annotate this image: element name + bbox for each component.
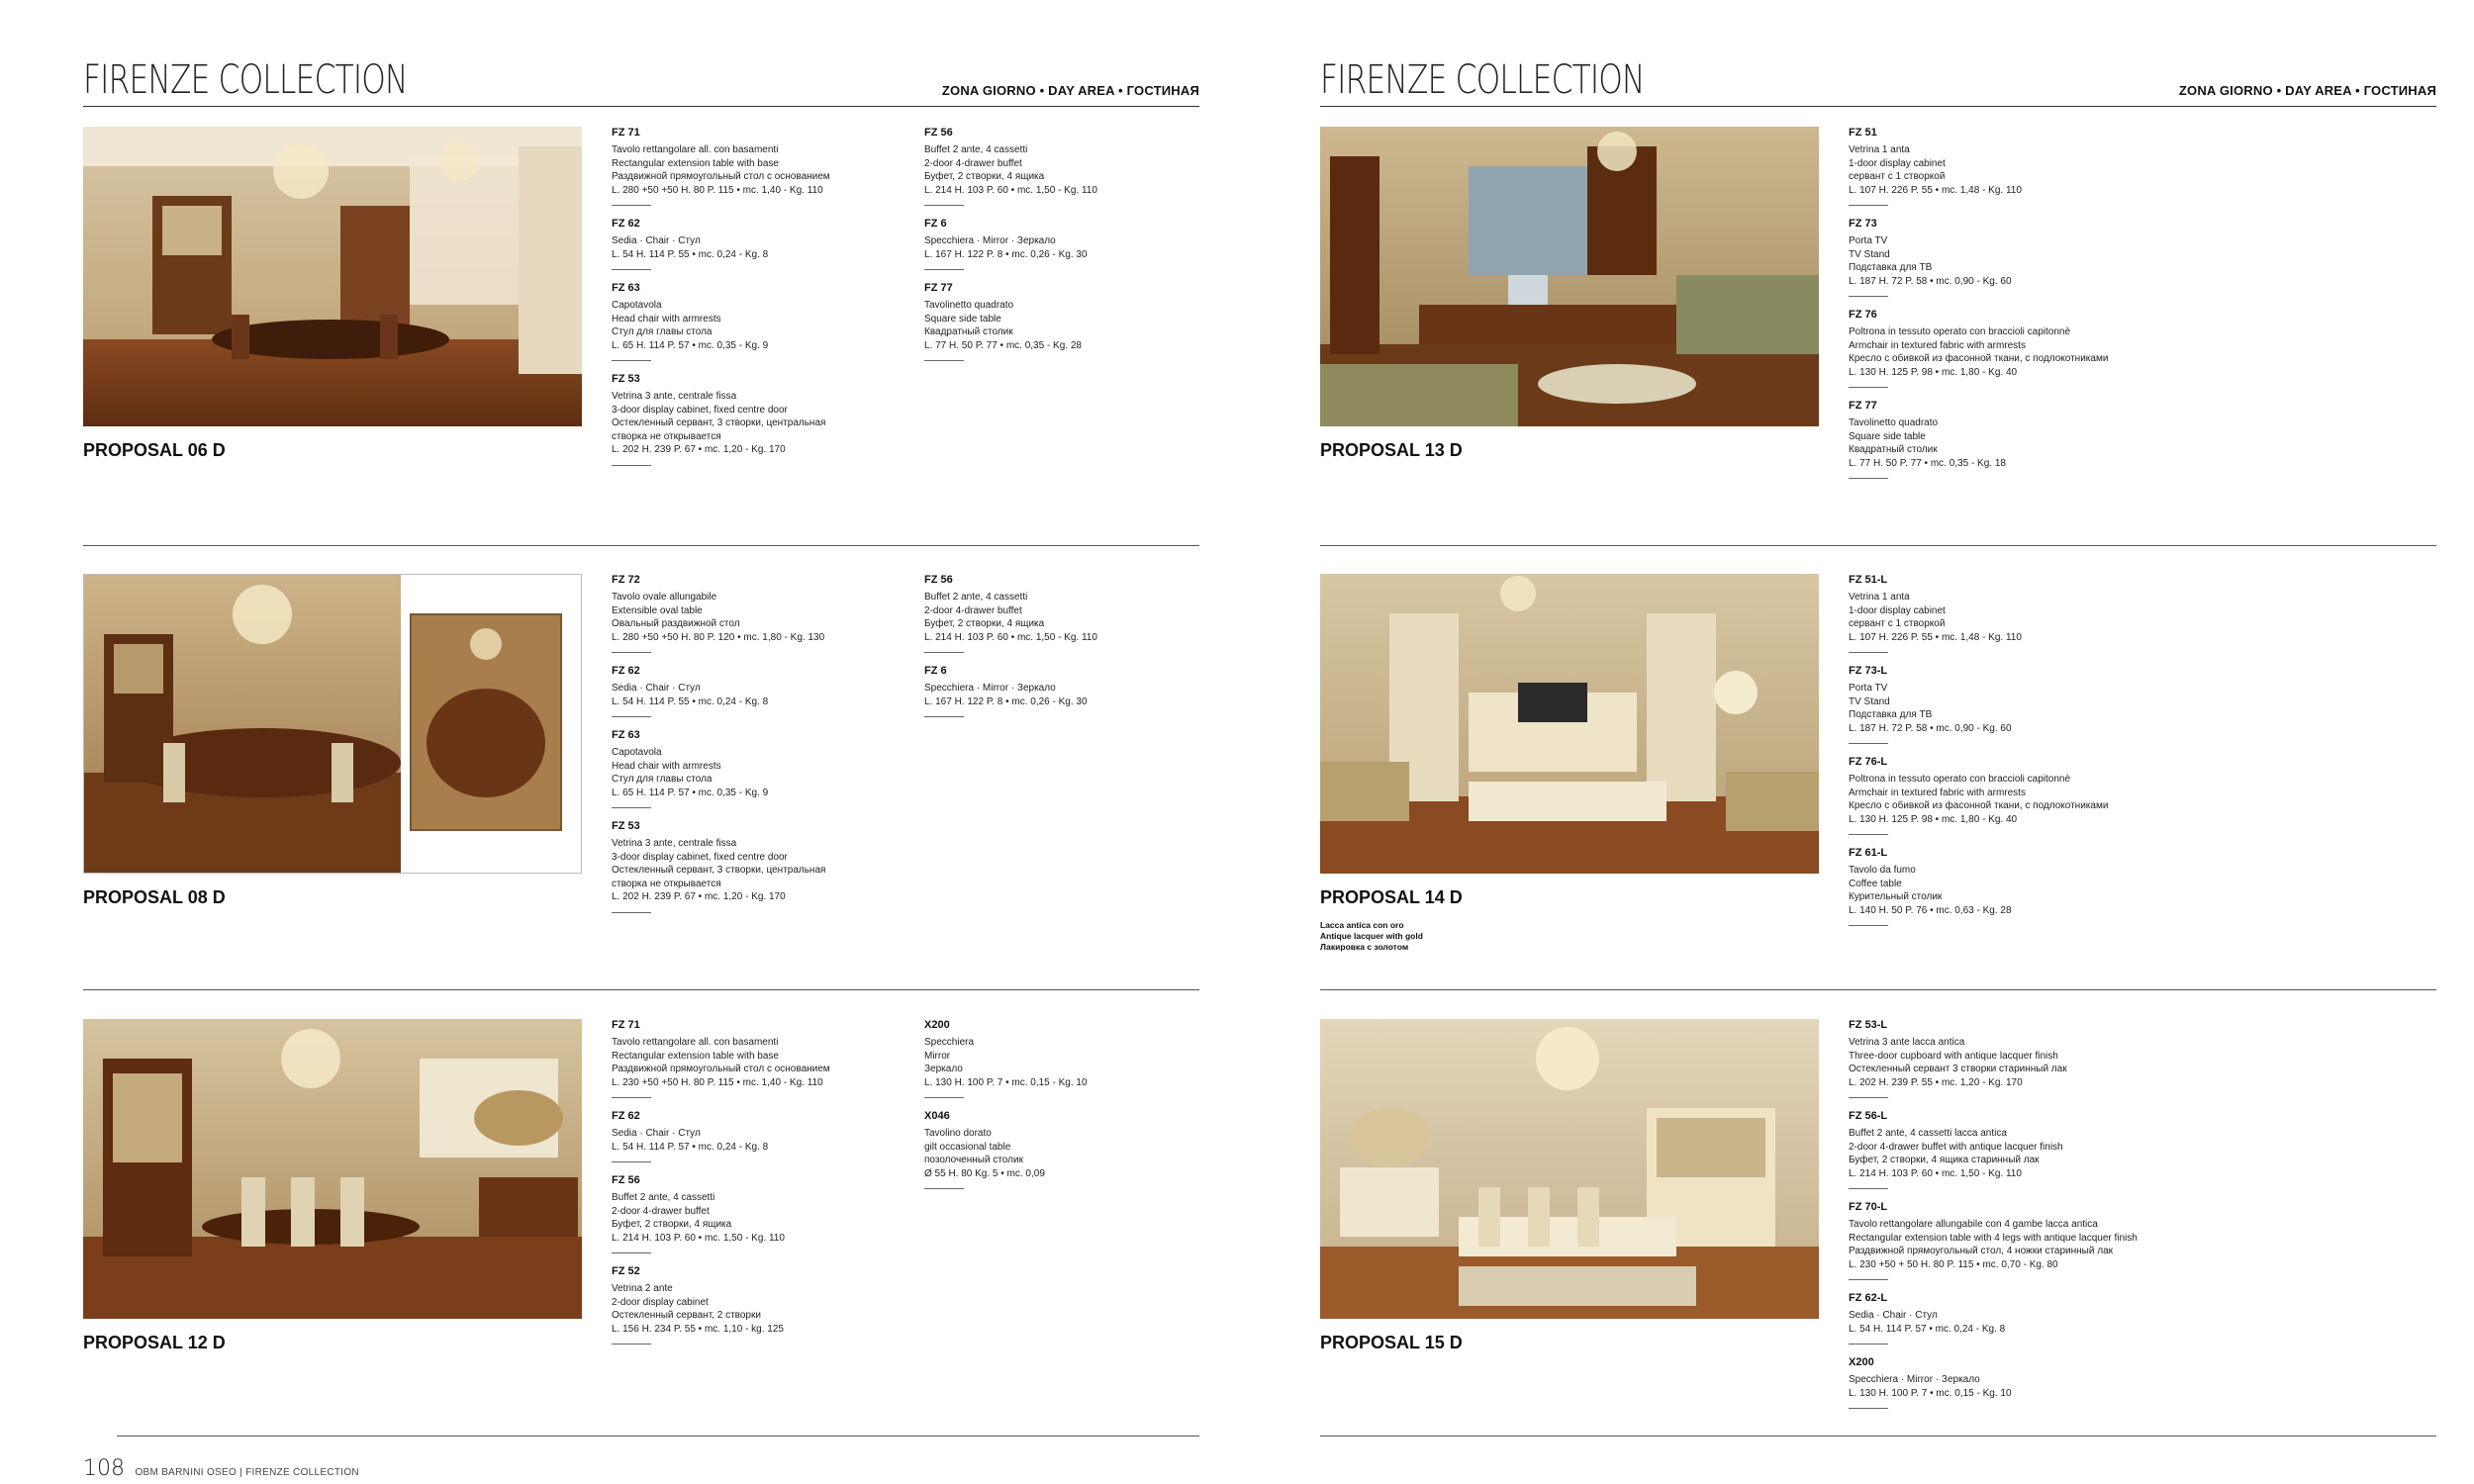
item-code: FZ 62 xyxy=(612,665,640,677)
item-code: FZ 52 xyxy=(612,1265,640,1277)
spec-item xyxy=(1849,665,2155,744)
item-line: 2-door 4-drawer buffet xyxy=(924,157,1022,169)
item-line: Vetrina 1 anta xyxy=(1849,592,1910,603)
item-line: Buffet 2 ante, 4 cassetti xyxy=(612,1192,715,1203)
finish-line: Лакировка с золотом xyxy=(1320,942,1409,952)
item-line: 2-door 4-drawer buffet with antique lacquer finish xyxy=(1849,1141,2063,1153)
item-code: FZ 77 xyxy=(1849,400,1877,412)
spec-item xyxy=(1849,400,2155,479)
item-divider xyxy=(612,1161,651,1162)
area-label: ZONA GIORNO • DAY AREA • ГОСТИНАЯ xyxy=(2178,83,2436,98)
spec-item xyxy=(1849,1356,2155,1409)
item-line: Specchiera xyxy=(924,1037,975,1048)
item-line: Buffet 2 ante, 4 cassetti xyxy=(924,592,1028,603)
item-line: Armchair in textured fabric with armrests xyxy=(1849,339,2026,351)
item-line: Poltrona in tessuto operato con braccioli capitonnè xyxy=(1849,774,2071,785)
footer-rule xyxy=(117,1436,1199,1437)
room-photo xyxy=(1320,127,1819,426)
spec-item xyxy=(924,282,1231,361)
spec-column xyxy=(924,574,1231,729)
item-code: FZ 63 xyxy=(612,729,640,741)
item-code: FZ 73 xyxy=(1849,218,1877,230)
item-line: Vetrina 2 ante xyxy=(612,1283,673,1294)
item-line: L. 107 H. 226 P. 55 • mc. 1,48 - Kg. 110 xyxy=(1849,184,2022,196)
proposal-block xyxy=(83,574,1199,989)
item-code: X200 xyxy=(1849,1356,1874,1368)
item-divider xyxy=(924,205,964,206)
item-line: Capotavola xyxy=(612,300,662,311)
item-line: Ø 55 H. 80 Kg. 5 • mc. 0,09 xyxy=(924,1167,1045,1179)
item-line: Poltrona in tessuto operato con braccioli capitonnè xyxy=(1849,326,2071,337)
item-line: Sedia · Chair · Стул xyxy=(612,683,701,694)
item-code: FZ 73-L xyxy=(1849,665,1888,677)
item-line: 2-door display cabinet xyxy=(612,1296,709,1308)
proposal-block xyxy=(1320,1019,2436,1435)
spec-item xyxy=(924,1110,1231,1189)
item-line: Capotavola xyxy=(612,747,662,758)
item-line: L. 107 H. 226 P. 55 • mc. 1,48 - Kg. 110 xyxy=(1849,631,2022,643)
area-label: ZONA GIORNO • DAY AREA • ГОСТИНАЯ xyxy=(941,83,1199,98)
item-code: FZ 62-L xyxy=(1849,1292,1888,1304)
item-line: Rectangular extension table with base xyxy=(612,157,779,169)
item-line: 3-door display cabinet, fixed centre door xyxy=(612,404,788,416)
item-line: L. 130 H. 100 P. 7 • mc. 0,15 - Kg. 10 xyxy=(924,1076,1088,1088)
item-line: Раздвижной прямоугольный стол с основанием xyxy=(612,171,830,182)
item-code: FZ 53 xyxy=(612,820,640,832)
item-line: Tavolino dorato xyxy=(924,1128,992,1139)
proposal-block xyxy=(1320,127,2436,542)
spec-item xyxy=(612,373,918,466)
proposal-block xyxy=(83,1019,1199,1435)
right-page xyxy=(1237,0,2474,1484)
item-line: Квадратный столик xyxy=(1849,444,1938,455)
finish-note xyxy=(1320,920,1423,953)
spec-item xyxy=(924,218,1231,270)
item-line: L. 167 H. 122 P. 8 • mc. 0,26 - Kg. 30 xyxy=(924,248,1088,260)
item-line: 2-door 4-drawer buffet xyxy=(924,604,1022,616)
item-divider xyxy=(1849,1344,1888,1345)
spec-item xyxy=(1849,1110,2155,1189)
item-line: Подставка для ТВ xyxy=(1849,262,1933,273)
dining-room-photo xyxy=(84,575,582,874)
item-code: FZ 71 xyxy=(612,127,640,139)
item-divider xyxy=(612,1252,651,1253)
item-divider xyxy=(1849,1188,1888,1189)
item-code: FZ 63 xyxy=(612,282,640,294)
item-line: TV Stand xyxy=(1849,248,1890,260)
section-divider xyxy=(1320,545,2436,546)
proposal-title: PROPOSAL 13 D xyxy=(1320,440,1463,460)
item-line: Раздвижной прямоугольный стол с основанием xyxy=(612,1064,830,1074)
item-divider xyxy=(1849,1279,1888,1280)
spec-item xyxy=(612,1265,918,1345)
item-line: L. 65 H. 114 P. 57 • mc. 0,35 - Kg. 9 xyxy=(612,339,769,351)
item-line: L. 54 H. 114 P. 57 • mc. 0,24 - Kg. 8 xyxy=(612,1141,769,1153)
item-line: Tavolinetto quadrato xyxy=(1849,417,1939,428)
item-line: 1-door display cabinet xyxy=(1849,604,1946,616)
item-line: L. 130 H. 125 P. 98 • mc. 1,80 - Kg. 40 xyxy=(1849,813,2018,825)
item-line: Buffet 2 ante, 4 cassetti xyxy=(924,144,1028,155)
item-line: L. 187 H. 72 P. 58 • mc. 0,90 - Kg. 60 xyxy=(1849,275,2012,287)
item-divider xyxy=(612,716,651,717)
item-line: створка не открывается xyxy=(612,878,721,889)
spec-column xyxy=(924,1019,1231,1201)
item-line: Остекленный сервант, 2 створки xyxy=(612,1310,761,1321)
spec-item xyxy=(1849,574,2155,653)
item-line: L. 214 H. 103 P. 60 • mc. 1,50 - Kg. 110 xyxy=(924,631,1097,643)
item-line: Квадратный столик xyxy=(924,326,1013,337)
item-line: L. 280 +50 +50 H. 80 P. 115 • mc. 1,40 - Kg. 110 xyxy=(612,184,823,196)
item-divider xyxy=(1849,205,1888,206)
spec-item xyxy=(924,127,1231,206)
item-line: Sedia · Chair · Стул xyxy=(612,1128,701,1139)
item-line: Кресло с обивкой из фасонной ткани, с подлокотниками xyxy=(1849,800,2109,811)
item-line: L. 214 H. 103 P. 60 • mc. 1,50 - Kg. 110 xyxy=(612,1232,785,1244)
item-line: Vetrina 1 anta xyxy=(1849,144,1910,155)
item-divider xyxy=(1849,652,1888,653)
item-line: L. 167 H. 122 P. 8 • mc. 0,26 - Kg. 30 xyxy=(924,696,1088,707)
item-line: L. 77 H. 50 P. 77 • mc. 0,35 - Kg. 28 xyxy=(924,339,1082,351)
item-line: сервант с 1 створкой xyxy=(1849,171,1946,182)
item-code: FZ 6 xyxy=(924,218,947,230)
spec-item xyxy=(924,665,1231,717)
item-code: FZ 53 xyxy=(612,373,640,385)
item-line: Подставка для ТВ xyxy=(1849,709,1933,720)
finish-line: Lacca antica con oro xyxy=(1320,920,1404,930)
spec-column xyxy=(612,127,918,478)
section-divider xyxy=(1320,989,2436,990)
item-line: L. 54 H. 114 P. 57 • mc. 0,24 - Kg. 8 xyxy=(1849,1323,2006,1335)
spec-item xyxy=(612,574,918,653)
item-divider xyxy=(1849,478,1888,479)
footer-rule xyxy=(1320,1436,2436,1437)
item-divider xyxy=(1849,834,1888,835)
item-line: L. 130 H. 100 P. 7 • mc. 0,15 - Kg. 10 xyxy=(1849,1387,2012,1399)
dining-room-photo xyxy=(83,127,582,426)
spec-item xyxy=(1849,1019,2155,1098)
item-divider xyxy=(612,1344,651,1345)
item-code: FZ 72 xyxy=(612,574,640,586)
item-line: Курительный столик xyxy=(1849,891,1943,902)
item-line: Specchiera · Mirror · Зеркало xyxy=(1849,1374,1980,1385)
item-line: Specchiera · Mirror · Зеркало xyxy=(924,683,1056,694)
spec-item xyxy=(1849,309,2155,388)
item-line: L. 202 H. 239 P. 67 • mc. 1,20 - Kg. 170 xyxy=(612,891,786,902)
item-line: 1-door display cabinet xyxy=(1849,157,1946,169)
item-line: Extensible oval table xyxy=(612,604,703,616)
dining-room-photo xyxy=(1320,1019,1819,1319)
spec-item xyxy=(612,282,918,361)
item-line: Buffet 2 ante, 4 cassetti lacca antica xyxy=(1849,1128,2007,1139)
item-code: FZ 76 xyxy=(1849,309,1877,321)
item-divider xyxy=(612,360,651,361)
item-line: Буфет, 2 створки, 4 ящика xyxy=(924,618,1045,629)
item-line: Three-door cupboard with antique lacquer finish xyxy=(1849,1050,2058,1062)
item-divider xyxy=(924,652,964,653)
item-line: Стул для главы стола xyxy=(612,774,713,785)
item-line: Square side table xyxy=(924,313,1001,325)
item-line: Mirror xyxy=(924,1050,951,1062)
item-line: L. 156 H. 234 P. 55 • mc. 1,10 - kg. 125 xyxy=(612,1323,784,1335)
spec-column xyxy=(1849,574,2155,938)
item-code: FZ 76-L xyxy=(1849,756,1888,768)
item-line: L. 230 +50 +50 H. 80 P. 115 • mc. 1,40 - Kg. 110 xyxy=(612,1076,823,1088)
item-code: FZ 70-L xyxy=(1849,1201,1888,1213)
spec-item xyxy=(1849,756,2155,835)
item-line: Armchair in textured fabric with armrests xyxy=(1849,787,2026,798)
item-line: Tavolo rettangolare all. con basamenti xyxy=(612,1037,779,1048)
item-line: L. 54 H. 114 P. 55 • mc. 0,24 - Kg. 8 xyxy=(612,248,769,260)
item-code: FZ 56-L xyxy=(1849,1110,1888,1122)
item-divider xyxy=(924,269,964,270)
room-photo xyxy=(83,1019,582,1319)
item-line: Porta TV xyxy=(1849,683,1888,694)
item-line: Зеркало xyxy=(924,1064,963,1074)
item-divider xyxy=(612,269,651,270)
item-line: Porta TV xyxy=(1849,235,1888,246)
spec-item xyxy=(612,665,918,717)
item-line: Head chair with armrests xyxy=(612,313,721,325)
item-divider xyxy=(1849,925,1888,926)
item-code: FZ 71 xyxy=(612,1019,640,1031)
item-line: L. 140 H. 50 P. 76 • mc. 0,63 - Kg. 28 xyxy=(1849,904,2012,916)
spec-item xyxy=(924,574,1231,653)
item-line: L. 202 H. 239 P. 67 • mc. 1,20 - Kg. 170 xyxy=(612,444,786,455)
item-divider xyxy=(1849,1408,1888,1409)
item-divider xyxy=(612,912,651,913)
spec-item xyxy=(1849,1292,2155,1345)
item-line: позолоченный столик xyxy=(924,1155,1023,1165)
item-code: FZ 56 xyxy=(924,574,953,586)
spec-item xyxy=(612,1174,918,1253)
item-divider xyxy=(612,205,651,206)
dining-room-photo xyxy=(83,1019,582,1319)
proposal-block xyxy=(83,127,1199,542)
item-line: L. 230 +50 + 50 H. 80 P. 115 • mc. 0,70 - Kg. 80 xyxy=(1849,1258,2058,1270)
section-divider xyxy=(83,545,1199,546)
item-line: Раздвижной прямоугольный стол, 4 ножки старинный лак xyxy=(1849,1246,2114,1256)
living-room-photo xyxy=(1320,574,1819,874)
item-line: сервант с 1 створкой xyxy=(1849,618,1946,629)
item-line: Rectangular extension table with 4 legs with antique lacquer finish xyxy=(1849,1232,2138,1244)
item-line: L. 54 H. 114 P. 55 • mc. 0,24 - Kg. 8 xyxy=(612,696,769,707)
item-line: Coffee table xyxy=(1849,878,1902,889)
item-line: L. 130 H. 125 P. 98 • mc. 1,80 - Kg. 40 xyxy=(1849,366,2018,378)
item-line: Буфет, 2 створки, 4 ящика старинный лак xyxy=(1849,1155,2040,1165)
item-line: Vetrina 3 ante lacca antica xyxy=(1849,1037,1965,1048)
spec-item xyxy=(612,127,918,206)
item-line: L. 77 H. 50 P. 77 • mc. 0,35 - Kg. 18 xyxy=(1849,457,2006,469)
item-line: L. 280 +50 +50 H. 80 P. 120 • mc. 1,80 - Kg. 130 xyxy=(612,631,825,643)
item-divider xyxy=(612,807,651,808)
item-divider xyxy=(1849,296,1888,297)
item-divider xyxy=(924,360,964,361)
spec-item xyxy=(612,729,918,808)
item-line: Sedia · Chair · Стул xyxy=(612,235,701,246)
item-divider xyxy=(1849,1097,1888,1098)
spec-item xyxy=(1849,218,2155,297)
item-line: Square side table xyxy=(1849,430,1926,442)
item-divider xyxy=(1849,387,1888,388)
item-code: FZ 77 xyxy=(924,282,953,294)
collection-title: FIRENZE COLLECTION xyxy=(83,57,408,103)
item-divider xyxy=(612,465,651,466)
spec-column xyxy=(612,574,918,925)
item-code: FZ 62 xyxy=(612,218,640,230)
item-line: L. 214 H. 103 P. 60 • mc. 1,50 - Kg. 110 xyxy=(924,184,1097,196)
item-line: Остекленный сервант, 3 створки, центральная xyxy=(612,865,826,876)
header-rule xyxy=(1320,106,2436,107)
footer-text: OBM BARNINI OSEO | FIRENZE COLLECTION xyxy=(135,1467,359,1478)
spec-item xyxy=(1849,127,2155,206)
living-room-photo xyxy=(1320,127,1819,426)
item-line: Vetrina 3 ante, centrale fissa xyxy=(612,838,737,849)
proposal-title: PROPOSAL 15 D xyxy=(1320,1333,1463,1352)
room-photo xyxy=(83,127,582,426)
item-divider xyxy=(924,716,964,717)
item-line: Овальный раздвижной стол xyxy=(612,618,740,629)
spec-item xyxy=(924,1019,1231,1098)
proposal-block xyxy=(1320,574,2436,989)
spec-column xyxy=(612,1019,918,1356)
item-line: Tavolinetto quadrato xyxy=(924,300,1014,311)
item-code: FZ 56 xyxy=(924,127,953,139)
item-divider xyxy=(924,1188,964,1189)
item-line: Tavolo rettangolare all. con basamenti xyxy=(612,144,779,155)
item-code: FZ 51-L xyxy=(1849,574,1888,586)
item-code: FZ 51 xyxy=(1849,127,1877,139)
item-line: Буфет, 2 створки, 4 ящика xyxy=(612,1219,732,1230)
spec-item xyxy=(1849,847,2155,926)
item-divider xyxy=(612,1097,651,1098)
item-line: Tavolo rettangolare allungabile con 4 gambe lacca antica xyxy=(1849,1219,2098,1230)
proposal-title: PROPOSAL 14 D xyxy=(1320,887,1463,907)
spec-column xyxy=(1849,1019,2155,1421)
spec-item xyxy=(612,1110,918,1162)
item-line: Tavolo da fumo xyxy=(1849,865,1916,876)
item-divider xyxy=(1849,743,1888,744)
item-line: L. 202 H. 239 P. 55 • mc. 1,20 - Kg. 170 xyxy=(1849,1076,2023,1088)
item-line: Rectangular extension table with base xyxy=(612,1050,779,1062)
page-number: 108 xyxy=(83,1456,125,1481)
finish-line: Antique lacquer with gold xyxy=(1320,931,1423,941)
proposal-title: PROPOSAL 12 D xyxy=(83,1333,226,1352)
spec-item xyxy=(1849,1201,2155,1280)
item-line: gilt occasional table xyxy=(924,1141,1011,1153)
item-line: 2-door 4-drawer buffet xyxy=(612,1205,710,1217)
item-code: X046 xyxy=(924,1110,950,1122)
room-photo xyxy=(1320,574,1819,874)
item-line: Остекленный сервант, 3 створки, центральная xyxy=(612,417,826,428)
item-line: Sedia · Chair · Стул xyxy=(1849,1310,1938,1321)
proposal-title: PROPOSAL 06 D xyxy=(83,440,226,460)
item-code: FZ 6 xyxy=(924,665,947,677)
section-divider xyxy=(83,989,1199,990)
item-line: Specchiera · Mirror · Зеркало xyxy=(924,235,1056,246)
item-line: створка не открывается xyxy=(612,430,721,442)
item-line: L. 187 H. 72 P. 58 • mc. 0,90 - Kg. 60 xyxy=(1849,722,2012,734)
item-divider xyxy=(612,652,651,653)
item-line: Буфет, 2 створки, 4 ящика xyxy=(924,171,1045,182)
room-photo xyxy=(83,574,582,874)
item-code: FZ 61-L xyxy=(1849,847,1888,859)
collection-title: FIRENZE COLLECTION xyxy=(1320,57,1645,103)
item-code: FZ 56 xyxy=(612,1174,640,1186)
item-code: FZ 53-L xyxy=(1849,1019,1888,1031)
item-line: Vetrina 3 ante, centrale fissa xyxy=(612,391,737,402)
item-line: TV Stand xyxy=(1849,696,1890,707)
spec-item xyxy=(612,218,918,270)
spec-column xyxy=(924,127,1231,373)
item-divider xyxy=(924,1097,964,1098)
item-line: Кресло с обивкой из фасонной ткани, с подлокотниками xyxy=(1849,353,2109,364)
item-line: Остекленный сервант 3 створки старинный лак xyxy=(1849,1064,2067,1074)
item-code: FZ 62 xyxy=(612,1110,640,1122)
spec-column xyxy=(1849,127,2155,491)
item-code: X200 xyxy=(924,1019,950,1031)
item-line: Tavolo ovale allungabile xyxy=(612,592,717,603)
item-line: L. 65 H. 114 P. 57 • mc. 0,35 - Kg. 9 xyxy=(612,787,769,798)
item-line: Head chair with armrests xyxy=(612,760,721,772)
item-line: 3-door display cabinet, fixed centre door xyxy=(612,851,788,863)
spec-item xyxy=(612,1019,918,1098)
item-line: Стул для главы стола xyxy=(612,326,713,337)
item-line: L. 214 H. 103 P. 60 • mc. 1,50 - Kg. 110 xyxy=(1849,1167,2022,1179)
header-rule xyxy=(83,106,1199,107)
proposal-title: PROPOSAL 08 D xyxy=(83,887,226,907)
room-photo xyxy=(1320,1019,1819,1319)
page-footer xyxy=(83,1456,359,1481)
spec-item xyxy=(612,820,918,913)
